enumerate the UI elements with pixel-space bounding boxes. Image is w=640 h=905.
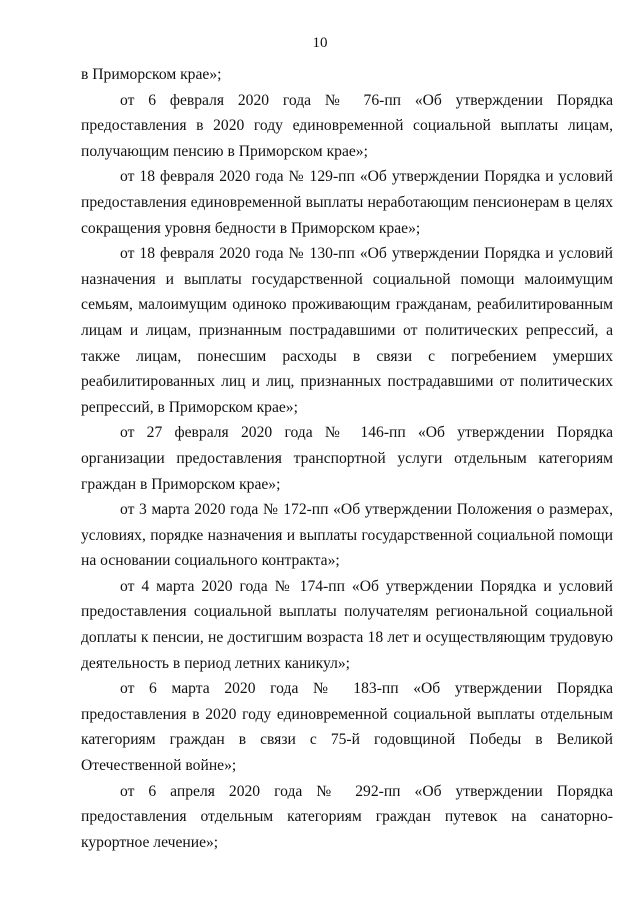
paragraph-decree-76: от 6 февраля 2020 года № 76-пп «Об утверждении Порядка предоставления в 2020 году единовременной социальной выплаты лицам, получающим пенсию в Приморском крае»; bbox=[81, 91, 613, 160]
paragraph-decree-183: от 6 марта 2020 года № 183-пп «Об утверждении Порядка предоставления в 2020 году единовременной социальной выплаты отдельным категориям граждан в связи с 75-й годовщиной Победы в Великой Отечественной войне»; bbox=[81, 680, 613, 775]
paragraph-decree-146: от 27 февраля 2020 года № 146-пп «Об утверждении Порядка организации предоставления транспортной услуги отдельным категориям граждан в Приморском крае»; bbox=[81, 424, 613, 493]
paragraph-continuation: в Приморском крае»; bbox=[81, 66, 222, 83]
paragraph-decree-130: от 18 февраля 2020 года № 130-пп «Об утверждении Порядка и условий назначения и выплаты государственной социальной помощи малоимущим семьям, малоимущим одиноко проживающим гражданам, реабилитированным лицам и лицам, признанным пострадавшими от политических репрессий, а также лицам, понесшим расходы в связи с погребением умерших реабилитированных лиц и лиц, признанных пострадавшими от политических репрессий, в Приморском крае»; bbox=[81, 245, 613, 416]
paragraph-decree-129: от 18 февраля 2020 года № 129-пп «Об утверждении Порядка и условий предоставления единовременной выплаты неработающим пенсионерам в целях сокращения уровня бедности в Приморском крае»; bbox=[81, 168, 613, 237]
page-number: 10 bbox=[312, 35, 328, 51]
document-body bbox=[81, 62, 613, 855]
paragraph-decree-174: от 4 марта 2020 года № 174-пп «Об утверждении Порядка и условий предоставления социальной выплаты получателям региональной социальной доплаты к пенсии, не достигшим возраста 18 лет и осуществляющим трудовую деятельность в период летних каникул»; bbox=[81, 577, 613, 672]
paragraph-decree-292: от 6 апреля 2020 года № 292-пп «Об утверждении Порядка предоставления отдельным категориям граждан путевок на санаторно-курортное лечение»; bbox=[81, 782, 613, 851]
paragraph-decree-172: от 3 марта 2020 года № 172-пп «Об утверждении Положения о размерах, условиях, порядке назначения и выплаты государственной социальной помощи на основании социального контракта»; bbox=[81, 501, 613, 570]
